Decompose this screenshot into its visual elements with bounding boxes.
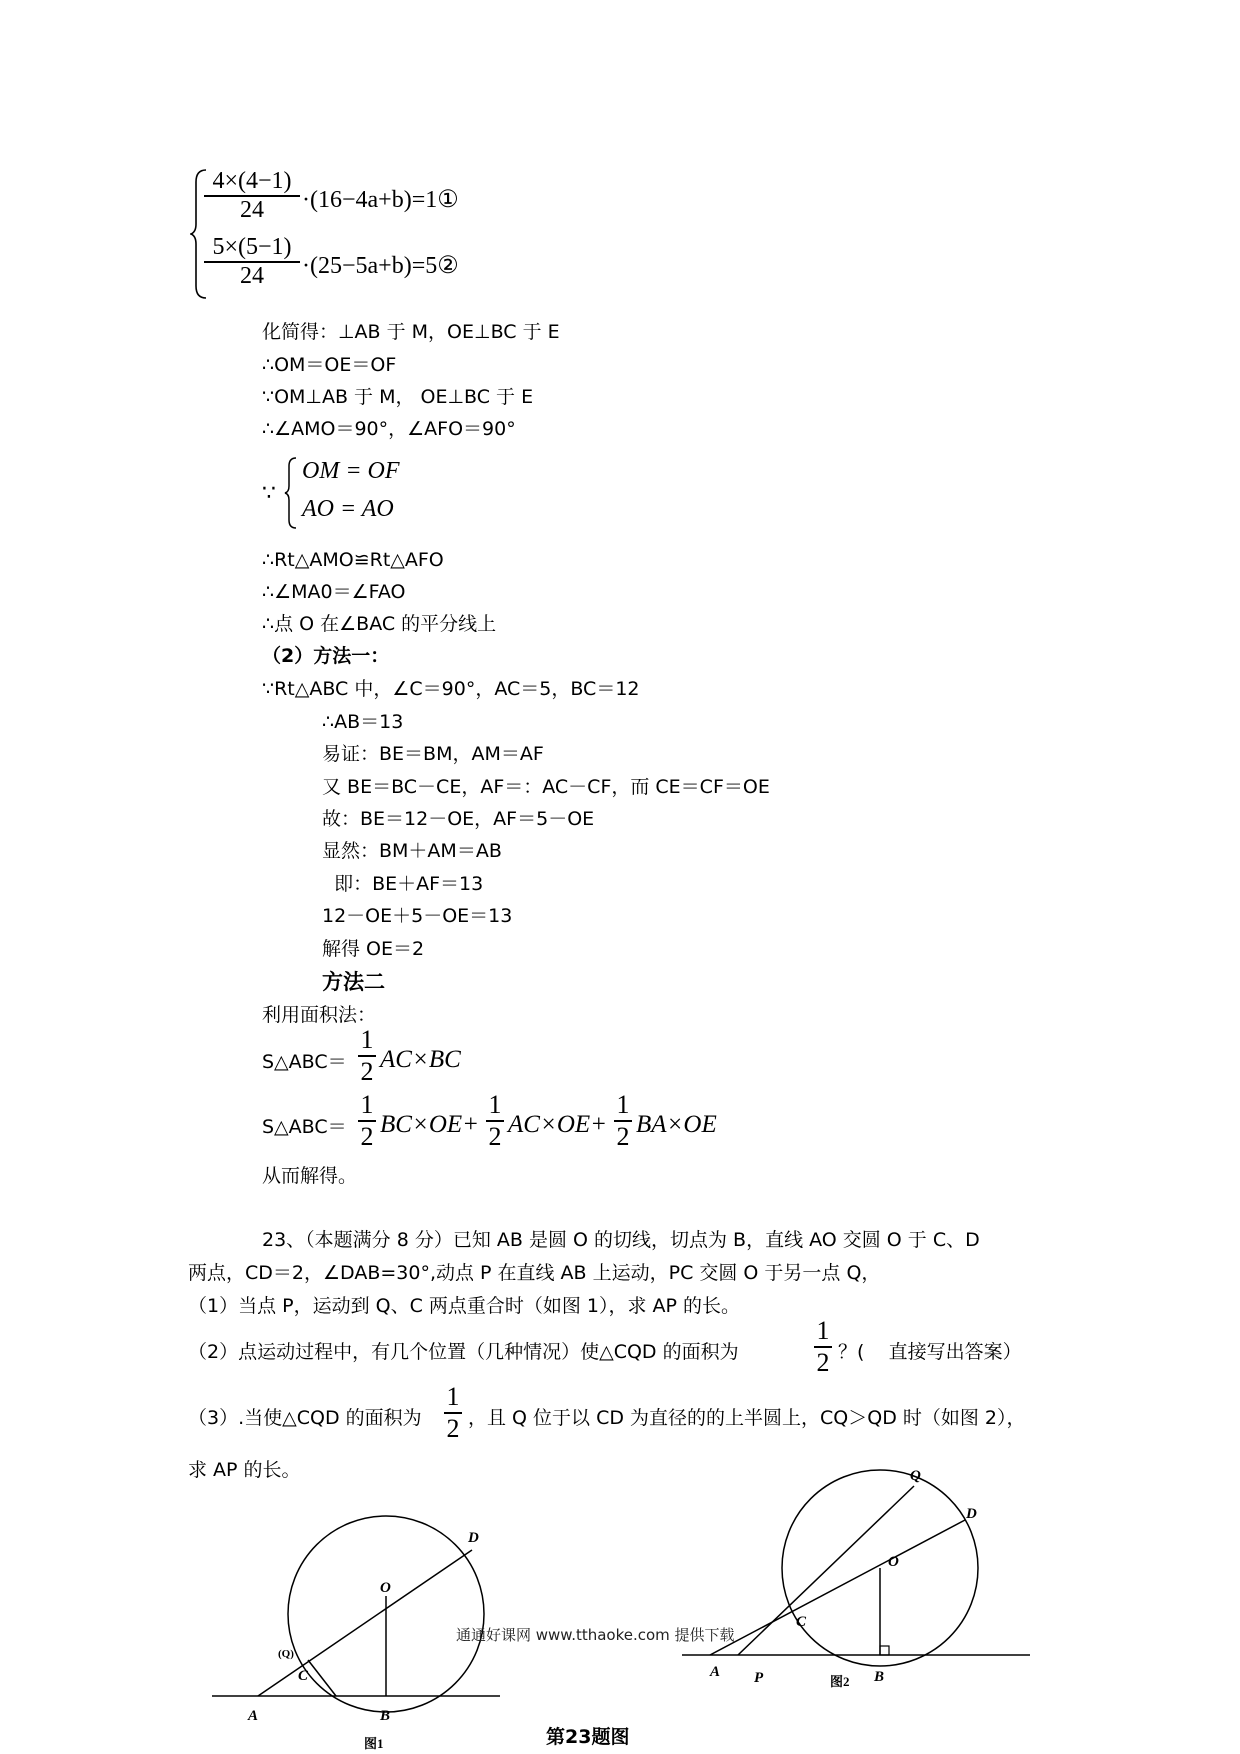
area2-term-2: AC×OE+ [508, 1111, 608, 1138]
fraction-numerator: 1 [360, 1090, 374, 1119]
fraction-numerator: 1 [360, 1025, 374, 1054]
fraction-numerator: 1 [816, 1316, 830, 1345]
fraction-denominator: 2 [814, 1346, 832, 1378]
fig2-label-d: D [966, 1506, 977, 1522]
fig1-label-q: (Q) [278, 1648, 294, 1660]
fig1-label-c: C [298, 1668, 309, 1684]
method1-step: 故：BE＝12－OE，AF＝5－OE [322, 808, 595, 830]
method1-step: 又 BE＝BC－CE，AF＝：AC－CF，而 CE＝CF＝OE [322, 776, 770, 798]
fig2-label-a: A [710, 1664, 721, 1680]
left-brace-icon [284, 456, 300, 530]
fraction-denominator: 2 [444, 1412, 462, 1444]
eq2-rest: ·(25−5a+b)=5② [302, 253, 459, 279]
method1-title: （2）方法一： [262, 645, 390, 667]
method1-intro: ∵Rt△ABC 中，∠C＝90°，AC＝5，BC＝12 [262, 678, 640, 700]
fraction-denominator: 2 [486, 1120, 504, 1152]
fraction-denominator: 2 [358, 1120, 376, 1152]
fig2-line-pq [738, 1486, 914, 1655]
eq1-numerator: 4×(4−1) [212, 168, 292, 194]
question-3-tail: ，且 Q 位于以 CD 为直径的的上半圆上，CQ＞QD 时（如图 2）， [468, 1407, 1026, 1429]
question-3-text: （3）.当使△CQD 的面积为 [188, 1407, 422, 1429]
conclusion: 从而解得。 [262, 1165, 358, 1187]
fraction-numerator: 1 [488, 1090, 502, 1119]
eq2-numerator: 5×(5−1) [212, 234, 292, 260]
because-symbol: ∵ [262, 481, 276, 506]
system-line-2: AO = AO [302, 496, 394, 522]
question-2-tail: ？( 直接写出答案） [838, 1341, 1022, 1363]
fig1-label-a: A [248, 1708, 259, 1724]
area1-prefix: S△ABC＝ [262, 1051, 347, 1073]
method1-step: 显然：BM＋AM＝AB [322, 840, 502, 862]
fig2-label-o: O [888, 1554, 899, 1570]
method1-step: 12－OE＋5－OE＝13 [322, 905, 513, 927]
fig1-caption: 图1 [364, 1736, 384, 1751]
method2-intro: 利用面积法： [262, 1004, 377, 1026]
system-line-1: OM = OF [302, 458, 400, 484]
method1-step: ∴AB＝13 [322, 711, 404, 733]
method1-step: 易证：BE＝BM，AM＝AF [322, 743, 544, 765]
proof-line-4: ∴∠AMO＝90°，∠AFO＝90° [262, 418, 516, 440]
area2-fraction-1 [358, 1090, 376, 1152]
area2-fraction-2 [486, 1090, 504, 1152]
method1-step: 解得 OE＝2 [322, 938, 425, 960]
proof-line-2: ∴OM＝OE＝OF [262, 354, 397, 376]
fig1-label-b: B [380, 1708, 391, 1724]
question-3-fraction [444, 1382, 462, 1444]
fig1-label-o: O [380, 1580, 391, 1596]
method2-title: 方法二 [322, 970, 385, 994]
area1-rest: AC×BC [380, 1046, 461, 1073]
area2-term-1: BC×OE+ [380, 1111, 480, 1138]
fig2-label-b: B [874, 1669, 885, 1685]
problem-line-2: 两点，CD＝2，∠DAB=30°,动点 P 在直线 AB 上运动，PC 交圆 O 于另一点 Q， [188, 1262, 881, 1284]
eq1-rest: ·(16−4a+b)=1① [302, 187, 459, 213]
proof-line-5: ∴Rt△AMO≌Rt△AFO [262, 549, 444, 571]
watermark: 通通好课网 www.tthaoke.com 提供下载 [456, 1626, 735, 1644]
fig2-label-p: P [754, 1670, 764, 1686]
area1-fraction [358, 1025, 376, 1087]
fraction-denominator: 2 [614, 1120, 632, 1152]
fraction-denominator: 2 [358, 1055, 376, 1087]
area2-prefix: S△ABC＝ [262, 1116, 347, 1138]
right-angle-icon [880, 1646, 889, 1655]
question-2-fraction [814, 1316, 832, 1378]
figure-2 [670, 1460, 1050, 1710]
proof-line-1: 化简得：⊥AB 于 M，OE⊥BC 于 E [262, 321, 560, 343]
eq2-denominator: 24 [204, 261, 300, 290]
area2-term-3: BA×OE [636, 1111, 717, 1138]
proof-line-3: ∵OM⊥AB 于 M， OE⊥BC 于 E [262, 386, 534, 408]
fig2-secant-line [710, 1520, 965, 1655]
eq2-fraction [204, 234, 300, 290]
proof-line-6: ∴∠MA0＝∠FAO [262, 581, 406, 603]
method1-step: 即：BE＋AF＝13 [322, 873, 484, 895]
fraction-numerator: 1 [446, 1382, 460, 1411]
fig2-label-q: Q [910, 1468, 921, 1484]
fig2-caption: 图2 [830, 1674, 850, 1689]
fig2-label-c: C [796, 1614, 807, 1630]
problem-line-1: 23、（本题满分 8 分）已知 AB 是圆 O 的切线，切点为 B，直线 AO 交圆 O 于 C、D [262, 1229, 980, 1251]
fig1-label-d: D [468, 1530, 479, 1546]
question-2-text: （2）点运动过程中，有几个位置（几种情况）使△CQD 的面积为 [188, 1341, 739, 1363]
proof-line-7: ∴点 O 在∠BAC 的平分线上 [262, 613, 497, 635]
eq1-denominator: 24 [204, 195, 300, 224]
question-4: 求 AP 的长。 [188, 1459, 301, 1481]
fraction-numerator: 1 [616, 1090, 630, 1119]
fig1-secant-line [258, 1550, 472, 1696]
question-1: （1）当点 P，运动到 Q、C 两点重合时（如图 1），求 AP 的长。 [188, 1295, 741, 1317]
area2-fraction-3 [614, 1090, 632, 1152]
eq1-fraction [204, 168, 300, 224]
figure-caption: 第23题图 [546, 1726, 630, 1748]
